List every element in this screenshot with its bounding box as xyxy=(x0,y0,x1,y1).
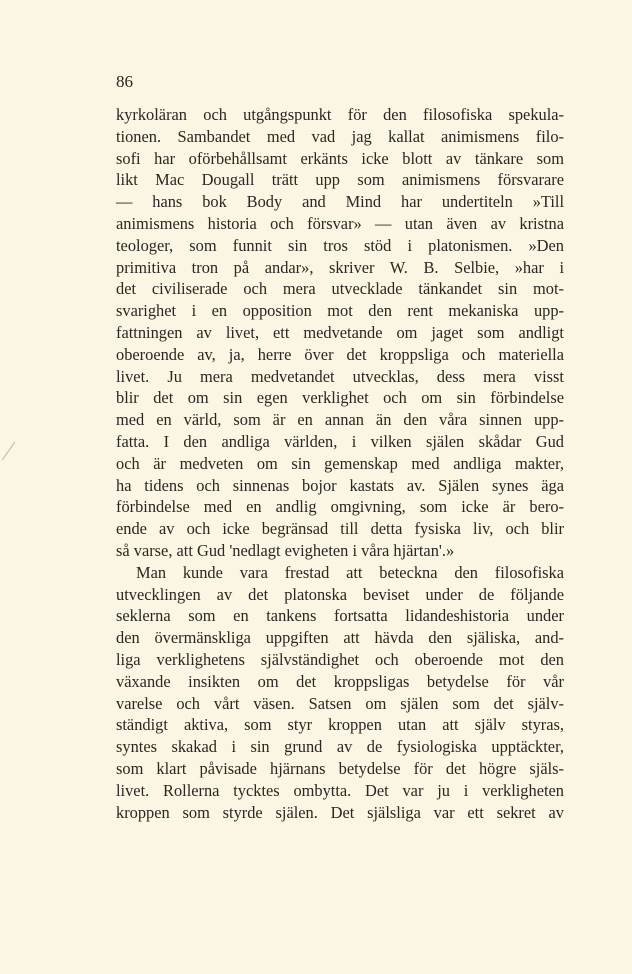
text-line: likt Mac Dougall trätt upp som animismens försvarare xyxy=(116,170,564,190)
text-line: varelse och vårt väsen. Satsen om själen som det själv- xyxy=(116,693,564,713)
text-line: blir det om sin egen verklighet och om sin förbindelse xyxy=(116,388,564,408)
text-line: ha tidens och sinnenas bojor kastats av. Själen synes äga xyxy=(116,475,564,495)
text-line: sofi har oförbehållsamt erkänts icke blott av tänkare som xyxy=(116,148,564,168)
text-line: kroppen som styrde själen. Det själsliga var ett sekret av xyxy=(116,802,564,822)
text-line: så varse, att Gud 'nedlagt evigheten i våra hjärtan'.» xyxy=(116,540,455,560)
text-line: ständigt aktiva, som styr kroppen utan att själv styras, xyxy=(116,715,564,735)
text-line: fatta. I den andliga världen, i vilken själen skådar Gud xyxy=(116,431,564,451)
text-line: livet. Rollerna tycktes ombytta. Det var ju i verkligheten xyxy=(116,780,564,800)
text-line: den övermänskliga uppgiften att hävda den själiska, and- xyxy=(116,628,564,648)
text-line: teologer, som funnit sin tros stöd i platonismen. »Den xyxy=(116,235,564,255)
text-line: utvecklingen av det platonska beviset under de följande xyxy=(116,584,564,604)
text-line: och är medveten om sin gemenskap med andliga makter, xyxy=(116,453,564,473)
margin-pencil-mark xyxy=(2,442,15,461)
text-line: kyrkoläran och utgångspunkt för den filosofiska spekula- xyxy=(116,105,564,124)
text-line: primitiva tron på andar», skriver W. B. Selbie, »har i xyxy=(116,257,564,277)
text-line: liga verklighetens självständighet och oberoende mot den xyxy=(116,649,564,669)
page-number: 86 xyxy=(116,72,133,91)
body-text xyxy=(116,104,564,823)
text-line: animismens historia och försvar» — utan även av kristna xyxy=(116,213,564,233)
text-line: tionen. Sambandet med vad jag kallat animismens filo- xyxy=(116,126,564,146)
text-line: fattningen av livet, ett medvetande om jaget som andligt xyxy=(116,322,564,342)
text-line: — hans bok Body and Mind har undertiteln »Till xyxy=(116,192,564,212)
text-line: oberoende av, ja, herre över det kroppsliga och materiella xyxy=(116,344,564,364)
text-line: växande insikten om det kroppsligas betydelse för vår xyxy=(116,671,564,691)
text-line: förbindelse med en andlig omgivning, som icke är bero- xyxy=(116,497,564,517)
text-line: livet. Ju mera medvetandet utvecklas, dess mera visst xyxy=(116,366,564,386)
text-line: svarighet i en opposition mot den rent mekaniska upp- xyxy=(116,301,564,321)
text-line: med en värld, som är en annan än den våra sinnen upp- xyxy=(116,410,564,430)
text-line: det civiliserade och mera utvecklade tänkandet sin mot- xyxy=(116,279,564,299)
text-line: syntes skakad i sin grund av de fysiologiska upptäckter, xyxy=(116,737,564,757)
text-line: Man kunde vara frestad att beteckna den filosofiska xyxy=(136,562,564,582)
text-line: seklerna som en tankens fortsatta lidandeshistoria under xyxy=(116,606,564,626)
text-line: ende av och icke begränsad till detta fysiska liv, och blir xyxy=(116,519,564,539)
text-line: som klart påvisade hjärnans betydelse för det högre själs- xyxy=(116,758,564,778)
